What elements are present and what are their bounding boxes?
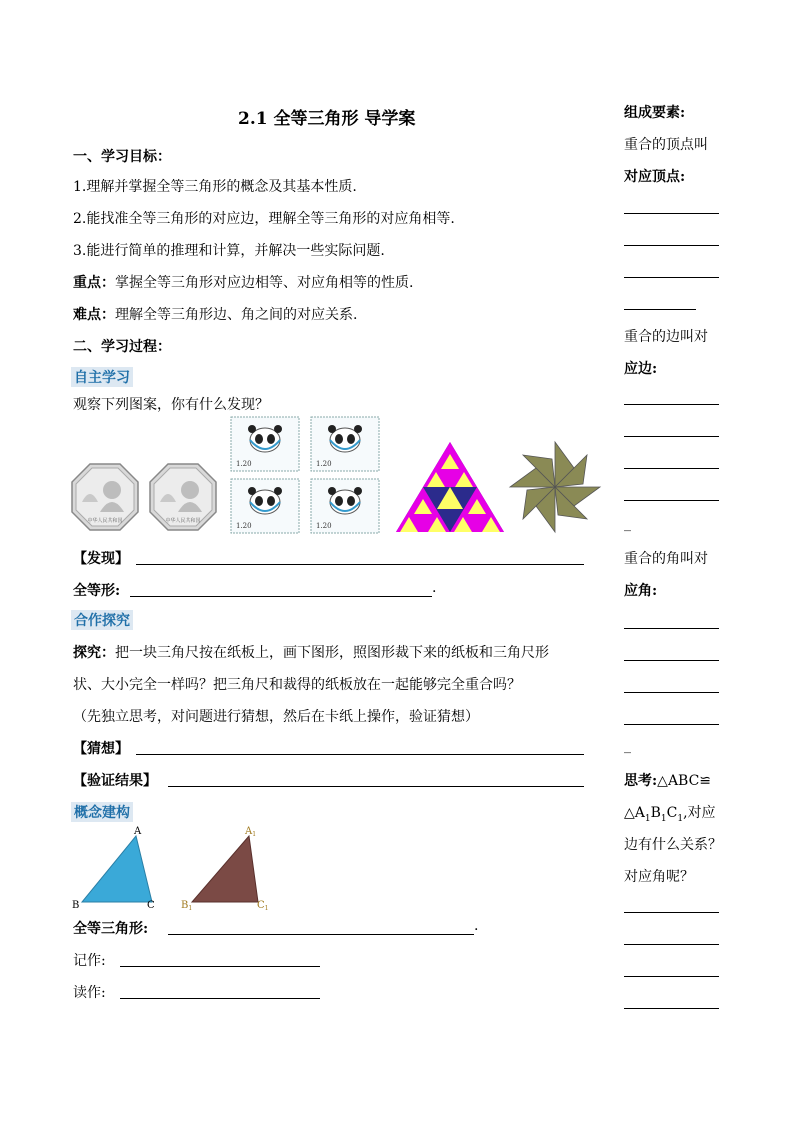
triangle-abc-label-a: A <box>134 826 142 837</box>
side-edge-dash: _ <box>624 516 631 532</box>
coin-image-1 <box>70 462 140 532</box>
pinwheel-image <box>508 440 602 534</box>
side-vertex-text-1: 重合的顶点叫 <box>624 137 708 153</box>
side-think-a1: △A <box>624 805 645 821</box>
triangle-a1-label: $A_1$ <box>245 826 257 838</box>
side-angle-line-2[interactable] <box>624 660 719 661</box>
side-think-line-1 <box>624 770 711 790</box>
discover-label: 【发现】 <box>73 551 129 567</box>
side-vertex-line-3[interactable] <box>624 277 719 278</box>
difficult-text: 理解全等三角形边、角之间的对应关系. <box>115 307 358 323</box>
period-1: . <box>432 580 437 596</box>
panda-stamp-1 <box>230 416 300 472</box>
discover-answer-line[interactable] <box>136 564 584 565</box>
side-think-answer-line-3[interactable] <box>624 976 719 977</box>
key-label: 重点： <box>73 275 115 291</box>
side-vertex-line-1[interactable] <box>624 213 719 214</box>
side-elements-heading: 组成要素: <box>624 105 686 121</box>
side-think-sub-3: 1 <box>677 813 684 824</box>
panda-stamp-2 <box>310 416 380 472</box>
side-think-line-3: 边有什么关系？ <box>624 837 722 853</box>
stamp-value-4: 1.20 <box>316 522 332 530</box>
side-think-rest: ,对应 <box>683 805 716 821</box>
side-angle-text-2: 应角: <box>624 583 658 599</box>
panda-stamp-4 <box>310 478 380 534</box>
side-angle-line-1[interactable] <box>624 628 719 629</box>
goal-1: 1.理解并掌握全等三角形的概念及其基本性质. <box>73 179 357 195</box>
explore-text-1: 把一块三角尺按在纸板上，画下图形，照图形裁下来的纸板和三角尺形 <box>115 645 549 661</box>
guess-label: 【猜想】 <box>73 741 129 757</box>
side-think-answer-line-1[interactable] <box>624 912 719 913</box>
side-angle-dash: _ <box>624 738 631 754</box>
period-2: . <box>474 918 479 934</box>
side-think-answer-line-4[interactable] <box>624 1008 719 1009</box>
triangle-abc <box>70 824 160 910</box>
stamp-value-2: 1.20 <box>316 460 332 468</box>
explore-text-2: 状、大小完全一样吗？把三角尺和裁得的纸板放在一起能够完全重合吗？ <box>73 677 521 693</box>
congruent-triangle-label: 全等三角形: <box>73 921 149 937</box>
stamp-value-1: 1.20 <box>236 460 252 468</box>
difficult-point <box>73 304 357 324</box>
congruent-figure-label: 全等形: <box>73 583 121 599</box>
side-edge-line-4[interactable] <box>624 500 719 501</box>
side-think-answer-line-2[interactable] <box>624 944 719 945</box>
side-angle-text-1: 重合的角叫对 <box>624 551 708 567</box>
side-edge-text-2: 应边: <box>624 361 658 377</box>
explore-line-1 <box>73 642 549 662</box>
guess-answer-line[interactable] <box>136 754 584 755</box>
side-think-sub-2: 1 <box>660 813 667 824</box>
key-text: 掌握全等三角形对应边相等、对应角相等的性质. <box>115 275 414 291</box>
read-label: 读作: <box>73 985 106 1001</box>
side-edge-line-1[interactable] <box>624 404 719 405</box>
congruent-triangle-answer-line[interactable] <box>168 934 474 935</box>
verify-answer-line[interactable] <box>168 786 584 787</box>
side-think-label: 思考: <box>624 773 658 789</box>
page-title: 2.1 全等三角形 导学案 <box>238 109 416 129</box>
triangle-abc-label-c: C <box>147 900 155 910</box>
explore-text-3: （先独立思考，对问题进行猜想，然后在卡纸上操作，验证猜想） <box>73 709 479 725</box>
stamp-value-3: 1.20 <box>236 522 252 530</box>
side-edge-line-2[interactable] <box>624 436 719 437</box>
explore-label: 探究： <box>73 645 115 661</box>
section-heading-goals: 一、学习目标： <box>73 149 171 165</box>
side-angle-line-4[interactable] <box>624 724 719 725</box>
read-answer-line[interactable] <box>120 998 320 999</box>
panda-stamp-3 <box>230 478 300 534</box>
section-heading-process: 二、学习过程： <box>73 339 171 355</box>
triangle-c1-label: $C_1$ <box>257 900 269 912</box>
side-angle-line-3[interactable] <box>624 692 719 693</box>
observe-prompt: 观察下列图案，你有什么发现？ <box>73 397 269 413</box>
side-think-sub-1: 1 <box>644 813 651 824</box>
coin-image-2 <box>148 462 218 532</box>
side-think-line-2 <box>624 802 716 824</box>
stamp-sheet <box>230 416 380 534</box>
section-label-concept: 概念建构 <box>71 802 133 822</box>
denote-label: 记作: <box>73 953 106 969</box>
coin-caption-1: 中华人民共和国 <box>87 518 123 524</box>
goal-3: 3.能进行简单的推理和计算，并解决一些实际问题. <box>73 243 385 259</box>
side-think-congruence: △ABC≌ <box>657 773 712 789</box>
side-vertex-line-2[interactable] <box>624 245 719 246</box>
congruent-figure-answer-line[interactable] <box>130 596 432 597</box>
goal-2: 2.能找准全等三角形的对应边，理解全等三角形的对应角相等. <box>73 211 455 227</box>
section-label-cooperation: 合作探究 <box>71 610 133 630</box>
coin-caption-2: 中华人民共和国 <box>165 518 201 524</box>
triangle-a1b1c1 <box>178 824 278 914</box>
denote-answer-line[interactable] <box>120 966 320 967</box>
side-edge-text-1: 重合的边叫对 <box>624 329 708 345</box>
side-edge-line-3[interactable] <box>624 468 719 469</box>
side-think-b1: B <box>650 805 661 821</box>
side-vertex-line-4[interactable] <box>624 309 696 310</box>
sierpinski-triangle-image <box>396 442 504 532</box>
side-vertex-text-2: 对应顶点: <box>624 169 686 185</box>
key-point <box>73 272 413 292</box>
side-think-c1: C <box>666 805 678 821</box>
triangle-b1-label: $B_1$ <box>181 900 193 912</box>
section-label-self-study: 自主学习 <box>71 367 133 387</box>
triangle-abc-label-b: B <box>72 900 80 910</box>
side-think-line-4: 对应角呢？ <box>624 869 694 885</box>
verify-label: 【验证结果】 <box>73 773 157 789</box>
difficult-label: 难点： <box>73 307 115 323</box>
